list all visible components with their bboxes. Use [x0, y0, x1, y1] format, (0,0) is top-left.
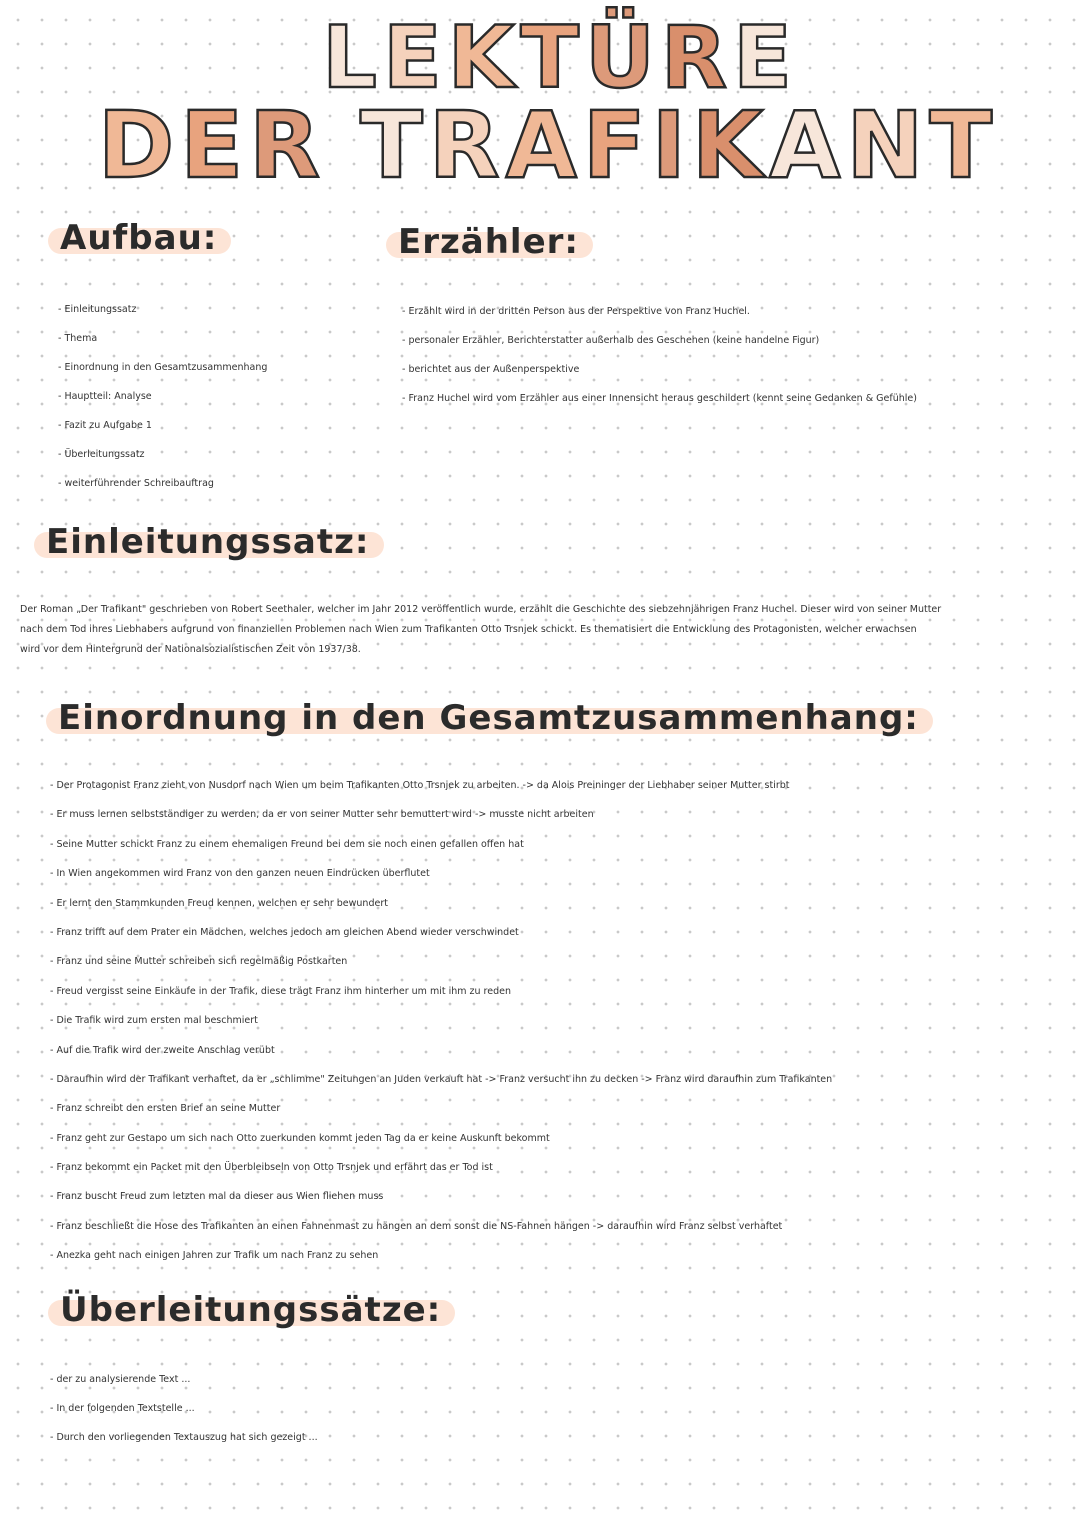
ueberleitungssaetze-heading: Überleitungssätze: — [60, 1290, 441, 1330]
list-item: - Einleitungssatz — [58, 304, 137, 315]
list-item: - personaler Erzähler, Berichterstatter außerhalb des Geschehen (keine handelne Figur) — [402, 335, 820, 346]
list-item: - In Wien angekommen wird Franz von den ganzen neuen Eindrücken überflutet — [50, 868, 430, 880]
list-item: - Franz schreibt den ersten Brief an seine Mutter — [50, 1103, 281, 1115]
list-item: - Franz bekommt ein Packet mit den Überbleibseln von Otto Trsnjek und erfährt das er Tod ist — [50, 1162, 493, 1174]
title-letter: R — [249, 92, 326, 199]
list-item: - Überleitungssatz — [58, 449, 145, 460]
paragraph-line: Der Roman „Der Trafikant" geschrieben von Robert Seethaler, welcher im Jahr 2012 veröffentlich wurde, erzählt die Geschichte des siebzehnjährigen Franz Huchel. Dieser wird von seiner Mutter — [20, 604, 942, 615]
title-letter: A — [769, 92, 847, 199]
list-item: - Franz trifft auf dem Prater ein Mädchen, welches jedoch am gleichen Abend wieder verschwindet — [50, 926, 519, 938]
paragraph-line: wird vor dem Hintergrund der Nationalsozialistischen Zeit von 1937/38. — [20, 644, 361, 655]
title-letter: R — [660, 8, 734, 108]
title-letter: Ü — [585, 8, 661, 108]
title-letter: T — [520, 8, 586, 108]
einleitungssatz-paragraph — [20, 600, 941, 660]
list-item: - Anezka geht nach einigen Jahren zur Trafik um nach Franz zu sehen — [50, 1250, 379, 1262]
title-letter: E — [382, 8, 448, 108]
title-letter: K — [691, 92, 770, 199]
title-letter: N — [846, 92, 930, 199]
title-letter: E — [180, 92, 250, 199]
title-letter: R — [428, 92, 506, 199]
list-item: - Die Trafik wird zum ersten mal beschmiert — [50, 1015, 258, 1027]
einordnung-heading: Einordnung in den Gesamtzusammenhang: — [58, 698, 919, 738]
list-item: - Seine Mutter schickt Franz zu einem ehemaligen Freund bei dem sie noch einen gefallen offen hat — [50, 838, 524, 850]
list-item: - Er lernt den Stammkunden Freud kennen, welchen er sehr bewundert — [50, 897, 388, 909]
list-item: - Hauptteil: Analyse — [58, 391, 152, 402]
list-item: - Durch den vorliegenden Textauszug hat sich gezeigt ... — [50, 1432, 318, 1443]
title-letter: D — [97, 92, 181, 199]
aufbau-heading: Aufbau: — [60, 218, 217, 258]
list-item: - Franz beschließt die Hose des Trafikanten an einen Fahnenmast zu hängen an dem sonst die NS-Fahnen hängen -> daraufhin wird Franz selbst verhaftet — [50, 1220, 783, 1232]
title-words-der-trafikant — [98, 92, 998, 199]
title-letter: I — [651, 92, 692, 199]
list-item: - Freud vergisst seine Einkäufe in der Trafik, diese trägt Franz ihm hinterher um mit ihm zu reden — [50, 985, 511, 997]
erzaehler-list — [402, 306, 917, 422]
title-letter: E — [733, 8, 798, 108]
list-item: - Auf die Trafik wird der zweite Anschlag verübt — [50, 1044, 275, 1056]
title-letter: F — [582, 92, 652, 199]
list-item: - Einordnung in den Gesamtzusammenhang — [58, 362, 268, 373]
list-item: - Fazit zu Aufgabe 1 — [58, 420, 152, 431]
list-item: - Franz Huchel wird vom Erzähler aus einer Innensicht heraus geschildert (kennt seine Gedanken & Gefühle) — [402, 393, 917, 404]
list-item: - Franz buscht Freud zum letzten mal da dieser aus Wien fliehen muss — [50, 1191, 384, 1203]
title-letter: T — [359, 92, 429, 199]
list-item: - Franz und seine Mutter schreiben sich regelmäßig Postkarten — [50, 956, 348, 968]
title-letter: K — [447, 8, 521, 108]
ueberleitung-list — [50, 1374, 318, 1461]
list-item: - Thema — [58, 333, 98, 344]
title-letter: T — [929, 92, 999, 199]
list-item: - berichtet aus der Außenperspektive — [402, 364, 580, 375]
list-item: - Daraufhin wird der Trafikant verhaftet, da er „schlimme" Zeitungen an Juden verkauft hat -> Franz versucht ihn zu decken -> Franz wird daraufhin zum Trafikanten — [50, 1073, 833, 1085]
einleitungssatz-heading: Einleitungssatz: — [46, 522, 370, 562]
title-letter: A — [505, 92, 583, 199]
list-item: - Der Protagonist Franz zieht von Nusdorf nach Wien um beim Trafikanten Otto Trsnjek zu arbeiten. -> da Alois Preininger der Liebhaber seiner Mutter stirbt — [50, 780, 790, 791]
list-item: - In der folgenden Textstelle ... — [50, 1403, 195, 1414]
erzaehler-heading: Erzähler: — [398, 222, 579, 262]
einordnung-list — [50, 780, 832, 1280]
list-item: - weiterführender Schreibauftrag — [58, 478, 214, 489]
list-item: - Franz geht zur Gestapo um sich nach Otto zuerkunden kommt jeden Tag da er keine Auskunft bekommt — [50, 1132, 550, 1144]
list-item: - der zu analysierende Text ... — [50, 1374, 191, 1385]
list-item: - Er muss lernen selbstständiger zu werden, da er von seiner Mutter sehr bemuttert wird -> musste nicht arbeiten — [50, 809, 594, 821]
aufbau-list — [58, 304, 267, 507]
title-letter: L — [322, 8, 383, 108]
page-title-line-2 — [8, 92, 1080, 199]
list-item: - Erzählt wird in der dritten Person aus der Perspektive von Franz Huchel. — [402, 306, 750, 317]
paragraph-line: nach dem Tod ihres Liebhabers aufgrund von finanziellen Problemen nach Wien zum Trafikanten Otto Trsnjek schickt. Es thematisiert die Entwicklung des Protagonisten, welcher erwachsen — [20, 624, 917, 635]
